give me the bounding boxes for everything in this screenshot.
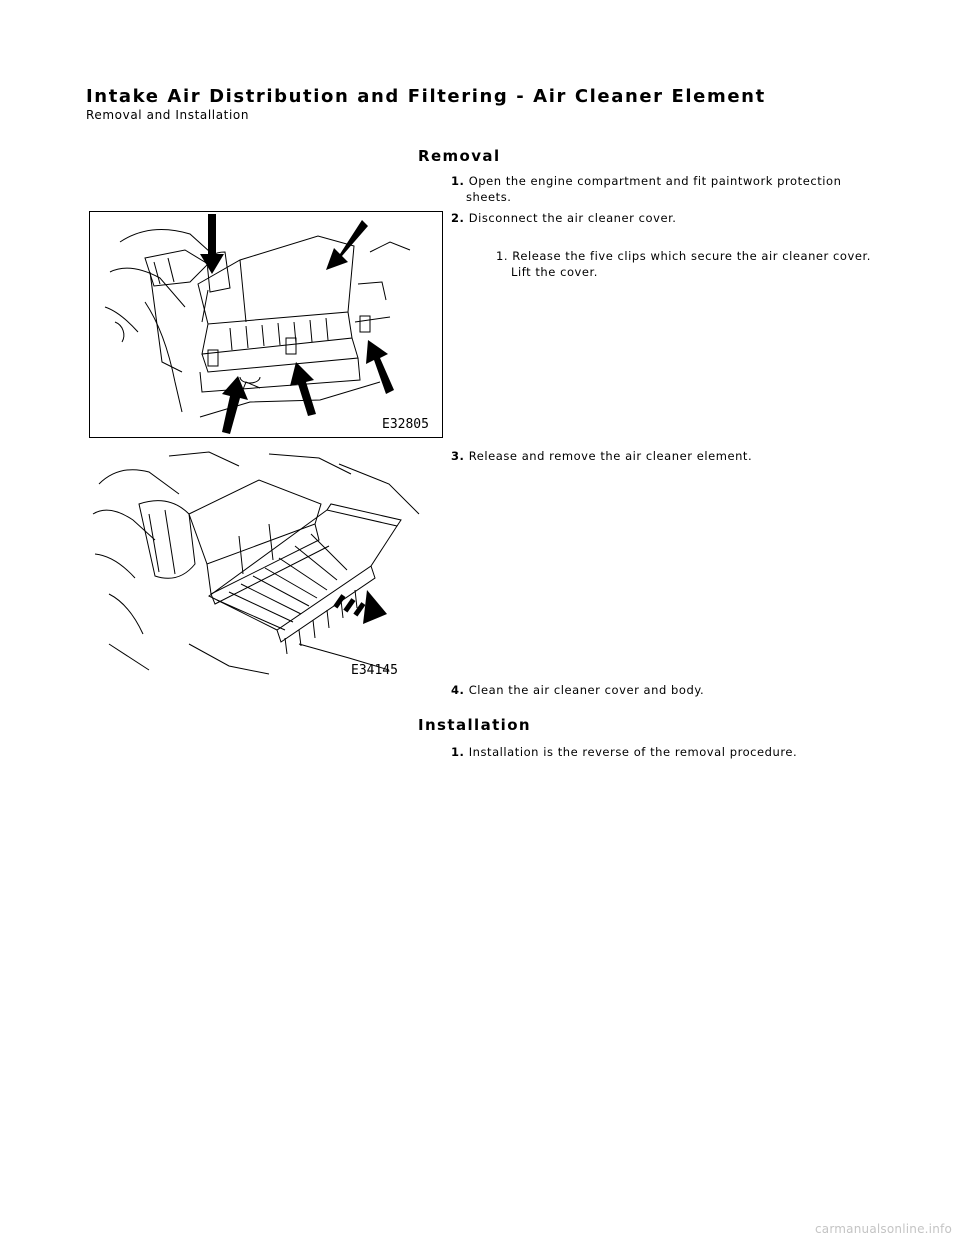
substep-number: 1. [496,249,509,263]
removal-step-2 [451,210,851,226]
step-text: Installation is the reverse of the removal procedure. [468,745,798,759]
air-cleaner-cover-illustration [90,212,442,437]
installation-heading: Installation [418,716,531,734]
step-text: Open the engine compartment and fit paintwork protection sheets. [466,174,842,204]
step-text: Disconnect the air cleaner cover. [468,211,677,225]
removal-step-2-substep-1 [496,248,871,280]
figure-air-cleaner-element [89,444,443,676]
removal-step-1 [451,173,866,205]
page-subtitle: Removal and Installation [86,108,250,122]
figure-code: E34145 [351,663,398,676]
footer-watermark: carmanualsonline.info [815,1222,952,1236]
step-text: Release and remove the air cleaner element. [468,449,753,463]
removal-step-3 [451,448,851,464]
removal-step-4 [451,682,851,698]
step-number: 1. [451,745,465,759]
step-number: 1. [451,174,465,188]
removal-heading: Removal [418,147,501,165]
page-title: Intake Air Distribution and Filtering - Air Cleaner Element [86,86,766,107]
substep-text: Release the five clips which secure the air cleaner cover. Lift the cover. [511,249,871,279]
step-number: 4. [451,683,465,697]
installation-step-1 [451,744,851,760]
air-cleaner-element-illustration [89,444,443,676]
step-number: 3. [451,449,465,463]
figure-air-cleaner-cover [89,211,443,438]
step-text: Clean the air cleaner cover and body. [468,683,705,697]
figure-code: E32805 [382,417,429,432]
step-number: 2. [451,211,465,225]
